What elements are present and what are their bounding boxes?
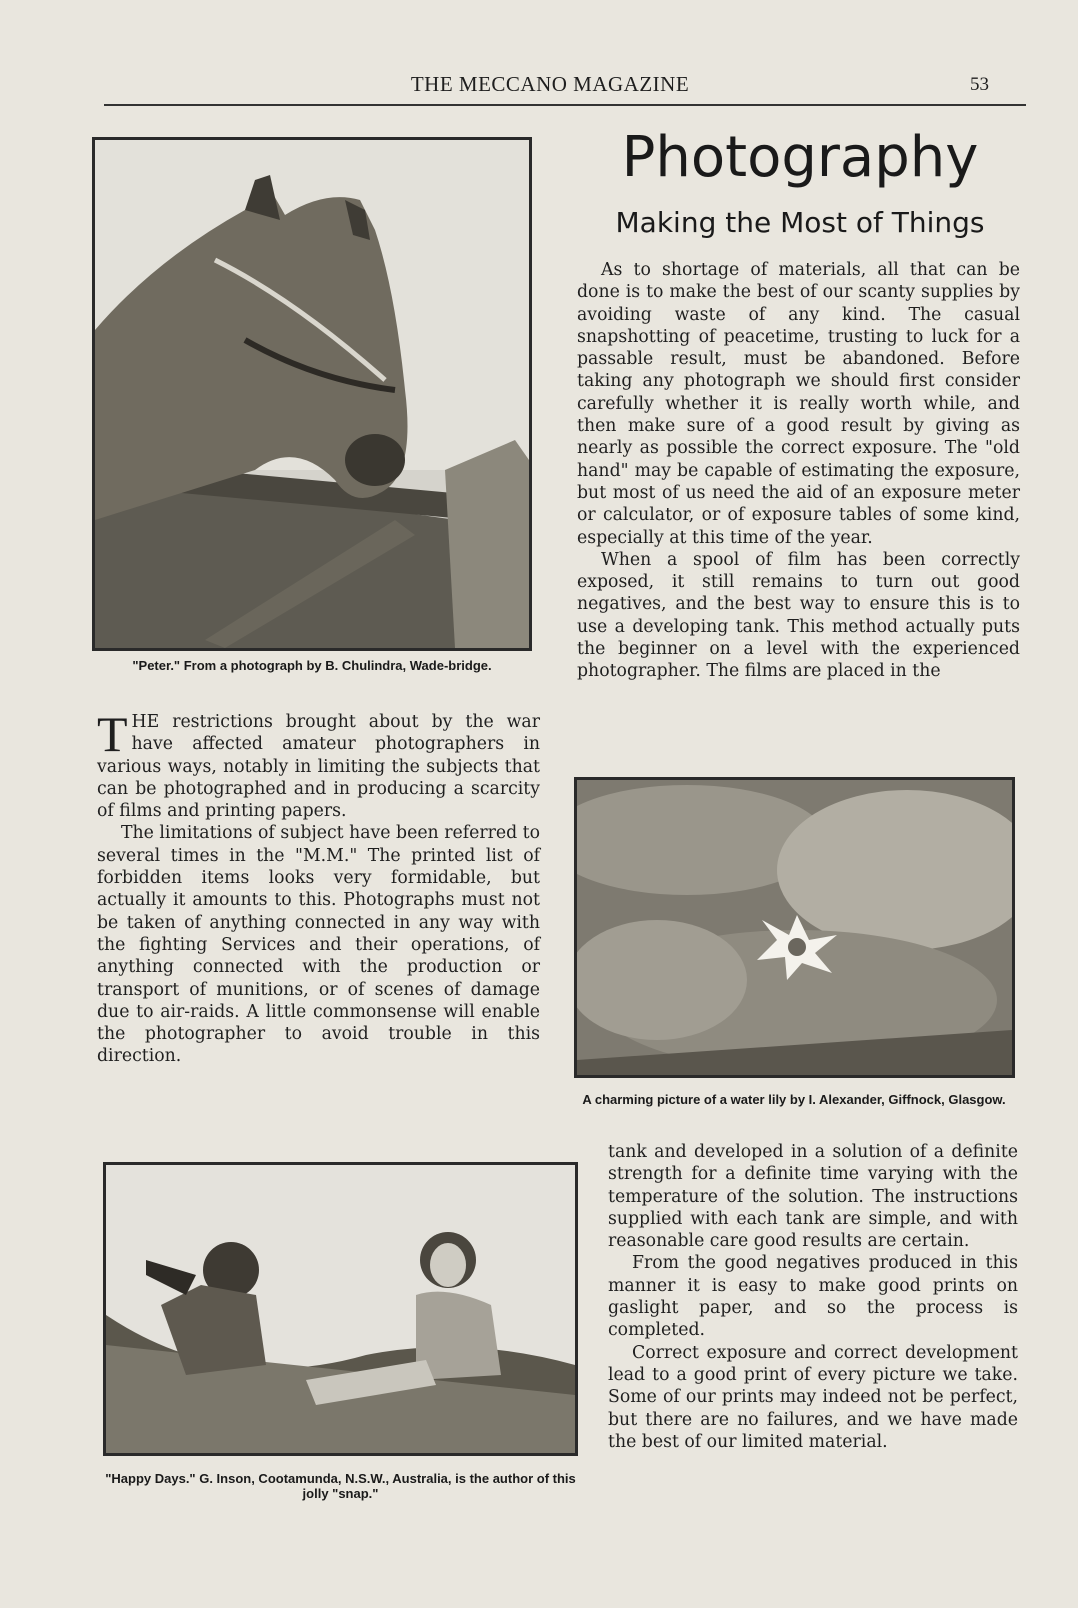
horse-photo	[92, 137, 532, 651]
magazine-title: THE MECCANO MAGAZINE	[410, 72, 690, 96]
left-paragraph-2: The limitations of subject have been referred to several times in the "M.M." The printed list of forbidden items looks very formidable, but actually it amounts to this. Photographs must not be taken of anything connected in any way with the fighting Services and their operations, of anything connected with the production or transport of munitions, or of scenes of damage due to air-raids. A little commonsense will enable the photographer to avoid trouble in this direction.	[97, 823, 540, 1067]
right-paragraph-3: tank and developed in a solution of a definite strength for a definite time varying with the temperature of the solution. The instructions supplied with each tank are simple, and with reasonable care good results are certain.	[608, 1142, 1018, 1252]
article-title: Photography	[621, 125, 979, 190]
children-caption: "Happy Days." G. Inson, Cootamunda, N.S.W., Australia, is the author of this jolly "snap."	[105, 1471, 576, 1501]
water-lily-photo-image	[577, 780, 1012, 1075]
water-lily-caption: A charming picture of a water lily by I. Alexander, Giffnock, Glasgow.	[582, 1092, 1006, 1107]
right-paragraph-4: From the good negatives produced in this manner it is easy to make good prints on gaslight paper, and so the process is completed.	[608, 1253, 1018, 1341]
right-paragraph-2: When a spool of film has been correctly exposed, it still remains to turn out good negatives, and the best way to ensure this is to use a developing tank. This method actually puts the beginner on a level with the experienced photographer. The films are placed in the	[577, 549, 1020, 682]
page-number: 53	[970, 74, 989, 95]
left-paragraph-1: THE restrictions brought about by the war have affected amateur photographers in various ways, notably in limiting the subjects that can be photographed and in producing a scarcity of films and printing papers.	[97, 706, 540, 822]
header-rule	[104, 104, 1026, 106]
water-lily-photo	[574, 777, 1015, 1078]
right-paragraph-1: As to shortage of materials, all that can be done is to make the best of our scanty supplies by avoiding waste of any kind. The casual snapshotting of peacetime, trusting to luck for a passable result, must be abandoned. Before taking any photograph we should first consider carefully whether it is really worth while, and then make sure of a good result by giving as nearly as possible the correct exposure. The "old hand" may be capable of estimating the exposure, but most of us need the aid of an exposure meter or calculator, or of exposure tables of some kind, especially at this time of the year.	[577, 260, 1020, 548]
right-column-lower-text	[608, 1141, 1018, 1453]
left-column-text	[97, 706, 540, 1068]
article-subtitle: Making the Most of Things	[615, 206, 985, 239]
drop-cap: T	[97, 706, 128, 762]
right-paragraph-5: Correct exposure and correct development lead to a good print of every picture we take. Some of our prints may indeed not be perfect, but there are no failures, and we have made the best of our limited material.	[608, 1342, 1018, 1452]
horse-caption: "Peter." From a photograph by B. Chulindra, Wade-bridge.	[132, 658, 492, 673]
horse-photo-image	[95, 140, 529, 648]
right-column-upper-text	[577, 259, 1020, 683]
children-photo	[103, 1162, 578, 1456]
children-photo-image	[106, 1165, 575, 1453]
